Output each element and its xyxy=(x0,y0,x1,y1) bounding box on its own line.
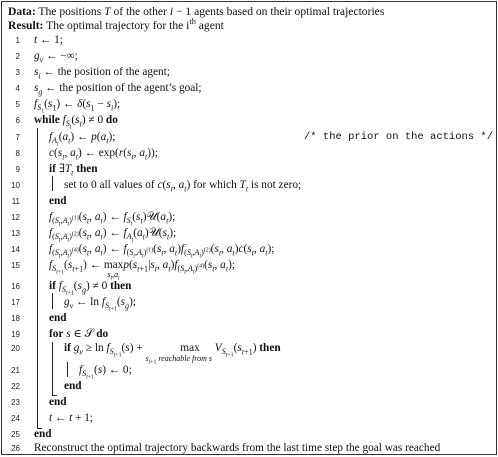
line-23: end xyxy=(49,396,67,408)
line-16: if $f_{S_{t+1}}(s_g) \ne 0$ then xyxy=(49,280,132,297)
line-15: $f_{S_{t+1}}(s_{t+1})$ ← max $^{s_t,a_t}p(s_{t+1}|s_t$, $a_t)f_{(S_t,A_t)^{(4)}}(s_t$, $a_t$); xyxy=(49,259,235,282)
line-number: 16 xyxy=(11,282,20,291)
line-11: end xyxy=(49,195,67,207)
line-20: if $g_v \ge \ln f_{S_{t+1}}(s)$ + max $^{s_{t+1} reachable from s}$ $V_{S_{t+1}}(s_{t+1})$ then xyxy=(64,342,281,366)
line-12: $f_{(S_t,A_t)^{(1)}}(s_t$, $a_t$) ← $f_{S_t}(s_t)𝒰(a_t)$; xyxy=(49,211,176,228)
result-label: Result: xyxy=(8,19,44,32)
line-number: 25 xyxy=(11,430,20,439)
line-number: 3 xyxy=(15,68,20,77)
line-19: for s ∈ 𝒮 do xyxy=(49,328,109,340)
line-22: end xyxy=(64,380,82,392)
line-number: 17 xyxy=(11,298,20,307)
line-number: 2 xyxy=(15,52,20,61)
line-3: $s_i$ ← the position of the agent; xyxy=(34,66,170,81)
if-scope-bar-1 xyxy=(52,176,53,191)
line-number: 20 xyxy=(11,344,20,353)
line-number: 6 xyxy=(15,116,20,125)
line-9: if $\exists T_t$ then xyxy=(49,163,98,178)
data-header xyxy=(8,5,384,19)
line-number: 1 xyxy=(15,36,20,45)
line-number: 22 xyxy=(11,382,20,391)
line-5: $f_{S_1}(s_1)$ ← $\delta(s_1 - s_i)$; xyxy=(34,98,121,115)
line-number: 26 xyxy=(11,444,20,453)
line-number: 4 xyxy=(15,84,20,93)
line-number: 11 xyxy=(11,197,20,206)
line-number: 13 xyxy=(11,229,20,238)
line-number: 12 xyxy=(11,213,20,222)
line-10: set to 0 all values of $c(s_t$, $a_t$) for which $T_t$ is not zero; xyxy=(64,179,302,194)
line-number: 18 xyxy=(11,314,20,323)
line-number: 5 xyxy=(15,100,20,109)
line-number: 21 xyxy=(11,366,20,375)
line-number: 7 xyxy=(15,133,20,142)
line-number: 8 xyxy=(15,149,20,158)
if-scope-bar-2 xyxy=(52,293,53,309)
line-17: $g_v$ ← $\ln f_{S_{t+1}}(s_g)$; xyxy=(64,296,137,313)
line-number: 19 xyxy=(11,330,20,339)
line-1: t ← 1; xyxy=(34,34,63,46)
line-13: $f_{(S_t,A_t)^{(2)}}(s_t$, $a_t$) ← $f_{A_t}(a_t)𝒰(s_t)$; xyxy=(49,227,177,244)
line-8: $c(s_t$, $a_t$) ← $\exp(r(s_t$, $a_t$)); xyxy=(49,147,158,162)
while-scope-bar xyxy=(37,128,38,428)
line-18: end xyxy=(49,312,67,324)
line-21: $f_{S_{t+1}}(s)$ ← 0; xyxy=(79,364,132,381)
line-number: 9 xyxy=(15,165,20,174)
data-label: Data: xyxy=(8,5,36,18)
line-number: 14 xyxy=(11,245,20,254)
line-number: 10 xyxy=(11,181,20,190)
line-7: $f_{A_t}(a_t)$ ← $p(a_t)$; xyxy=(49,131,116,148)
algorithm-box xyxy=(1,1,497,455)
line-4: $s_g$ ← the position of the agent’s goal; xyxy=(34,82,202,97)
result-text: The optimal trajectory for the $i^{th}$ agent xyxy=(46,17,224,32)
line-number: 15 xyxy=(11,261,20,270)
data-text: The positions T of the other i − 1 agents based on their optimal trajectories xyxy=(38,5,385,18)
line-number: 23 xyxy=(11,398,20,407)
line-2: $g_v$ ← −∞; xyxy=(34,50,78,65)
if-scope-bar-3 xyxy=(67,362,68,377)
line-6: while $f_{S_t}(s_t) \ne 0$ do xyxy=(34,114,118,131)
for-scope-bar xyxy=(52,342,53,395)
line-number: 24 xyxy=(11,414,20,423)
line-14: $f_{(S_t,A_t)^{(4)}}(s_t$, $a_t$) ← $f_{(S_t,A_t)^{(1)}}(s_t$, $a_t)f_{(S_t,A_t)^{(2)}}(s_t$, $a_t)c(s_t$, $a_t$); xyxy=(49,243,275,260)
line-25: end xyxy=(34,428,52,440)
prior-comment: /* the prior on the actions */ xyxy=(304,131,494,143)
line-26: Reconstruct the optimal trajectory backwards from the last time step the goal was reached xyxy=(34,442,441,454)
result-header xyxy=(8,19,224,33)
line-24: t ← t + 1; xyxy=(49,412,94,424)
